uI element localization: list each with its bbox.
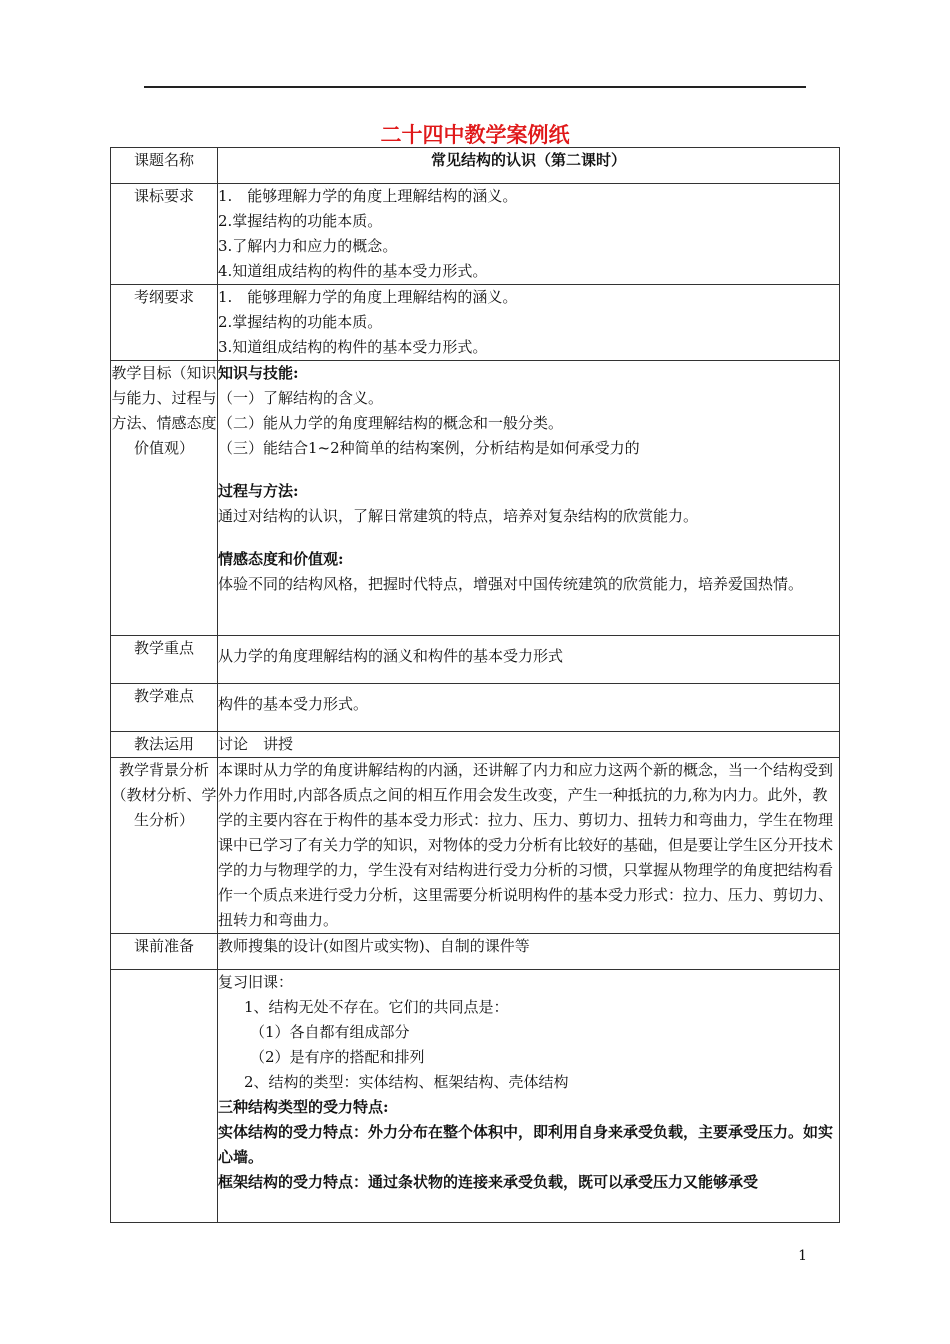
- row-curriculum: [111, 184, 840, 285]
- label-difficulties: 教学难点: [111, 684, 218, 732]
- row-objectives: [111, 361, 840, 636]
- process-text: 通过对结构的认识，了解日常建筑的特点，培养对复杂结构的欣赏能力。: [218, 507, 699, 525]
- syllabus-line: 1. 能够理解力学的角度上理解结构的涵义。: [218, 288, 518, 306]
- label-preparation: 课前准备: [111, 934, 218, 970]
- background-text: 本课时从力学的角度讲解结构的内涵，还讲解了内力和应力这两个新的概念，当一个结构受到外力作用时,内部各质点之间的相互作用会发生改变，产生一种抵抗的力,称为内力。此外，教学的主要内容在于构件的基本受力形式：拉力、压力、剪切力、扭转力和弯曲力，学生在物理课中已学习了有关力学的知识，对物体的受力分析有比较好的基础，但是要让学生区分开技术学的力与物理学的力，学生没有对结构进行受力分析的习惯，只掌握从物理学的角度把结构看作一个质点来进行受力分析，这里需要分析说明构件的基本受力形式：拉力、压力、剪切力、扭转力和弯曲力。: [218, 758, 840, 934]
- curriculum-line: 2.掌握结构的功能本质。: [218, 212, 383, 230]
- syllabus-content: [218, 285, 840, 361]
- key-points-value: 从力学的角度理解结构的涵义和构件的基本受力形式: [218, 636, 840, 684]
- emotion-heading: 情感态度和价值观:: [218, 550, 344, 568]
- objectives-content: [218, 361, 840, 636]
- curriculum-content: [218, 184, 840, 285]
- curriculum-line: 1. 能够理解力学的角度上理解结构的涵义。: [218, 187, 518, 205]
- syllabus-line: 2.掌握结构的功能本质。: [218, 313, 383, 331]
- row-difficulties: [111, 684, 840, 732]
- row-topic: [111, 148, 840, 184]
- review-heading: 复习旧课：: [218, 973, 294, 991]
- review-item: 2、结构的类型：实体结构、框架结构、壳体结构: [244, 1073, 569, 1091]
- lesson-plan-table: [110, 147, 840, 1223]
- teaching-process-content: [218, 970, 840, 1223]
- label-key-points: 教学重点: [111, 636, 218, 684]
- knowledge-line: （三）能结合1~2种简单的结构案例，分析结构是如何承受力的: [218, 439, 640, 457]
- page-number: 1: [798, 1248, 807, 1264]
- knowledge-line: （一）了解结构的含义。: [218, 389, 384, 407]
- curriculum-line: 4.知道组成结构的构件的基本受力形式。: [218, 262, 488, 280]
- label-methods: 教法运用: [111, 732, 218, 758]
- methods-value: 讨论 讲授: [218, 732, 840, 758]
- label-objectives: 教学目标（知识与能力、过程与方法、情感态度价值观）: [111, 361, 218, 636]
- knowledge-heading: 知识与技能:: [218, 364, 299, 382]
- difficulties-value: 构件的基本受力形式。: [218, 684, 840, 732]
- review-subitem: （2）是有序的搭配和排列: [250, 1048, 425, 1066]
- row-preparation: [111, 934, 840, 970]
- emotion-text: 体验不同的结构风格，把握时代特点，增强对中国传统建筑的欣赏能力，培养爱国热情。: [218, 575, 804, 593]
- row-key-points: [111, 636, 840, 684]
- preparation-value: 教师搜集的设计(如图片或实物)、自制的课件等: [218, 934, 840, 970]
- topic-value: 常见结构的认识（第二课时）: [218, 148, 840, 184]
- label-topic: 课题名称: [111, 148, 218, 184]
- structure-types-heading: 三种结构类型的受力特点:: [218, 1098, 389, 1116]
- curriculum-line: 3.了解内力和应力的概念。: [218, 237, 398, 255]
- row-syllabus: [111, 285, 840, 361]
- label-curriculum: 课标要求: [111, 184, 218, 285]
- process-heading: 过程与方法:: [218, 482, 299, 500]
- label-syllabus: 考纲要求: [111, 285, 218, 361]
- document-title: 二十四中教学案例纸: [380, 123, 570, 147]
- row-methods: [111, 732, 840, 758]
- solid-structure-text: 实体结构的受力特点：外力分布在整个体积中，即利用自身来承受负载，主要承受压力。如实心墙。: [218, 1123, 834, 1166]
- knowledge-line: （二）能从力学的角度理解结构的概念和一般分类。: [218, 414, 564, 432]
- frame-structure-text: 框架结构的受力特点：通过条状物的连接来承受负载，既可以承受压力又能够承受: [218, 1173, 759, 1191]
- label-teaching-process: [111, 970, 218, 1223]
- label-background: 教学背景分析（教材分析、学生分析）: [111, 758, 218, 934]
- row-background: [111, 758, 840, 934]
- syllabus-line: 3.知道组成结构的构件的基本受力形式。: [218, 338, 488, 356]
- review-item: 1、结构无处不存在。它们的共同点是：: [244, 998, 509, 1016]
- header-rule: [144, 86, 806, 88]
- row-teaching-process: [111, 970, 840, 1223]
- review-subitem: （1）各自都有组成部分: [250, 1023, 410, 1041]
